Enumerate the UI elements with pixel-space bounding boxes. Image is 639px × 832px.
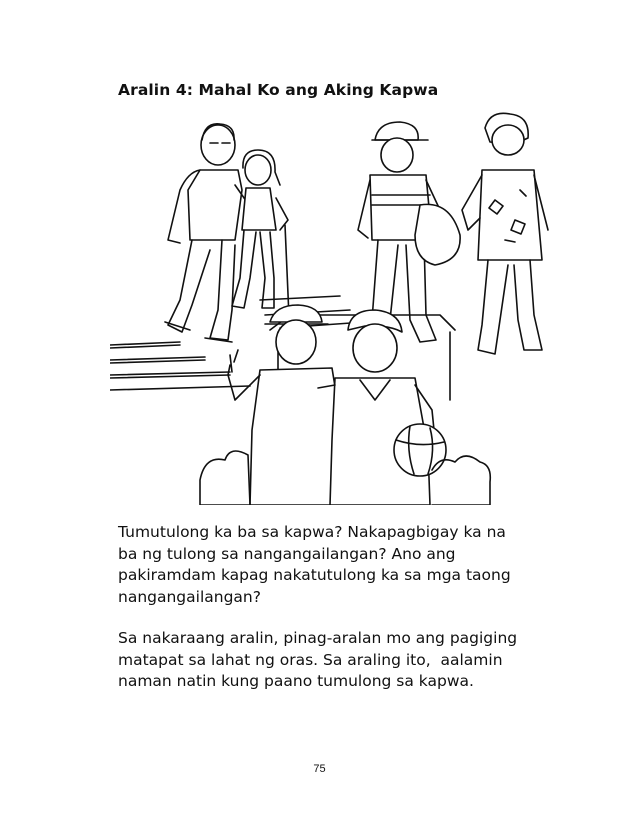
paragraph-line: pakiramdam kapag nakatutulong ka sa mga taong: [118, 566, 511, 584]
paragraph-line: nangangailangan?: [118, 587, 261, 606]
lesson-intro-paragraph: [118, 628, 588, 693]
intro-paragraph: [118, 522, 588, 608]
boy-in-need-drawing: [462, 113, 548, 354]
boy-with-cap-drawing: [228, 305, 342, 505]
paragraph-line: Tumutulong ka ba sa kapwa? Nakapagbigay ka na: [118, 523, 506, 541]
paragraph-line: ba ng tulong sa nangangailangan? Ano ang: [118, 544, 456, 563]
page-title: Aralin 4: Mahal Ko ang Aking Kapwa: [118, 81, 439, 99]
lesson-illustration: [110, 110, 560, 505]
paragraph-line: Sa nakaraang aralin, pinag-aralan mo ang pagiging: [118, 629, 518, 647]
paragraph-line: matapat sa lahat ng oras. Sa araling ito, aalamin: [118, 650, 503, 669]
man-with-bag-drawing: [358, 122, 460, 342]
page-number: 75: [313, 763, 326, 775]
paragraph-line: naman natin kung paano tumulong sa kapwa.: [118, 672, 474, 690]
boy-with-ball-drawing: [318, 310, 446, 505]
